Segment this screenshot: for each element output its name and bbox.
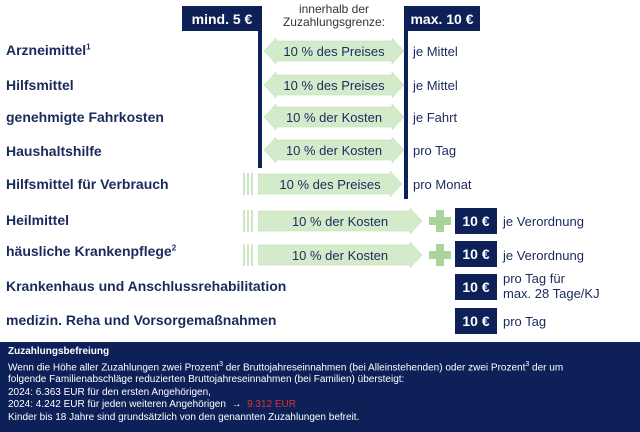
plus-icon <box>429 244 451 266</box>
double-arrow: 10 % des Preises <box>264 72 404 98</box>
right-arrow: 10 % der Kosten <box>258 208 422 234</box>
total-amount: 9.312 EUR <box>247 399 296 411</box>
right-arrow: 10 % des Preises <box>258 171 402 197</box>
row-unit: pro Tag <box>503 314 547 329</box>
double-arrow: 10 % der Kosten <box>264 104 404 130</box>
exemption-text: 2024: 4.242 EUR für jeden weiteren Angehörigen → 9.312 EUR <box>8 399 296 411</box>
min-label: mind. 5 € <box>182 6 262 31</box>
amount-box: 10 € <box>455 208 497 234</box>
stripe-decoration <box>243 210 255 232</box>
row-label: häusliche Krankenpflege$^2$ <box>6 243 177 259</box>
row-label: medizin. Reha und Vorsorgemaßnahmen <box>6 312 277 328</box>
row-unit: pro Tag <box>413 143 457 158</box>
exemption-text: 2024: 6.363 EUR für den ersten Angehörigen, <box>8 386 211 398</box>
row-label: Arzneimittel$^1$ <box>6 42 91 58</box>
exemption-panel <box>0 342 640 432</box>
max-divider <box>404 31 408 199</box>
exemption-text: Wenn die Höhe aller Zuzahlungen zwei Prozent$^3$ der Bruttojahreseinnahmen (bei Alleinstehenden) oder zwei Prozent$^3$ der um <box>8 360 564 373</box>
row-unit: je Fahrt <box>413 110 458 125</box>
row-unit: pro Tag für max. 28 Tage/KJ <box>503 271 600 301</box>
exemption-title: Zuzahlungsbefreiung <box>8 346 110 357</box>
amount-box: 10 € <box>455 274 497 300</box>
arrow-icon: → <box>231 399 242 411</box>
amount-box: 10 € <box>455 308 497 334</box>
row-unit: pro Monat <box>413 177 472 192</box>
row-unit: je Mittel <box>413 44 458 59</box>
amount-box: 10 € <box>455 241 497 267</box>
double-arrow: 10 % der Kosten <box>264 137 404 163</box>
row-label: Hilfsmittel <box>6 77 74 93</box>
exemption-text: folgende Familienabschläge reduzierten Bruttojahreseinnahmen (bei Familien) übersteigt: <box>8 374 405 386</box>
mid-label: innerhalb der Zuzahlungsgrenze: <box>282 2 386 29</box>
row-label: genehmigte Fahrkosten <box>6 109 164 125</box>
row-label: Hilfsmittel für Verbrauch <box>6 176 169 192</box>
row-label: Haushaltshilfe <box>6 143 102 159</box>
min-divider <box>258 31 262 168</box>
row-unit: je Verordnung <box>503 214 584 229</box>
max-label: max. 10 € <box>404 6 480 31</box>
right-arrow: 10 % der Kosten <box>258 242 422 268</box>
plus-icon <box>429 210 451 232</box>
row-label: Krankenhaus und Anschlussrehabilitation <box>6 278 287 294</box>
row-unit: je Verordnung <box>503 248 584 263</box>
stripe-decoration <box>243 244 255 266</box>
double-arrow: 10 % des Preises <box>264 38 404 64</box>
stripe-decoration <box>243 173 255 195</box>
exemption-text: Kinder bis 18 Jahre sind grundsätzlich von den genannten Zuzahlungen befreit. <box>8 411 360 423</box>
row-unit: je Mittel <box>413 78 458 93</box>
row-label: Heilmittel <box>6 212 70 228</box>
